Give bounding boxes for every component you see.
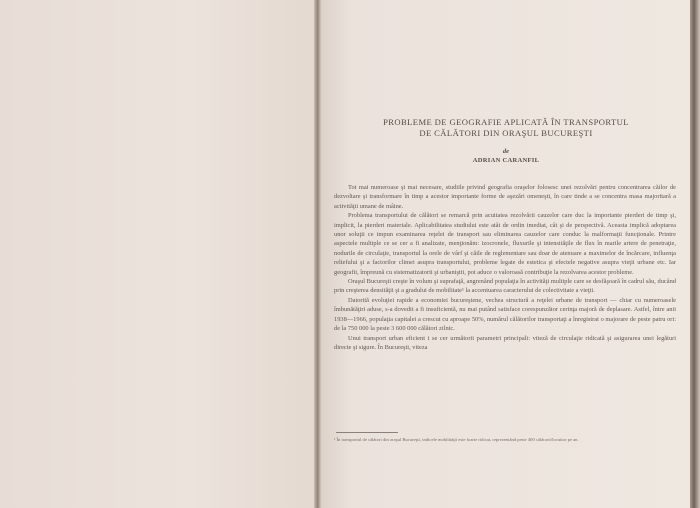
paragraph-1: Tot mai numeroase şi mai necesare, studiile privind geografia oraşelor folosesc unei rezolvări pentru concentrarea căilor de dezvoltare şi transformare în timp a acestor importante forme de aşezări omeneşti, în care tinde a se concentra masa majoritară a activităţii umane de mâine.: [334, 184, 676, 210]
paragraph-4: Datorită evoluţiei rapide a economiei bucureştene, vechea structură a reţelei urbane de transport — chiar cu numeroasele îmbunătăţiri aduse, s-a dovedit a fi insuficientă, nu mai putând satisface corespunzător cerinţa majoră de deplasare. Astfel, între anii 1938—1966, populaţia capitalei a crescut cu aproape 50%, numărul călătorilor transportaţi a înregistrat o majorare de peste patru ori: de la 750 000 la peste 3 600 000 călători zilnic.: [334, 296, 676, 333]
article-body: [334, 183, 676, 352]
footnote-divider: [336, 432, 398, 433]
book-spine: [314, 0, 322, 508]
page-edge: [690, 0, 700, 508]
paragraph-2: Problema transportului de călători se remarcă prin acuitatea rezolvării cauzelor care duc la importante pierderi de timp şi, implicit, la pierderi materiale. Aplicabilitatea studiului este atât de ordin imediat, cât şi de perspectivă. Aceasta implică adoptarea unor soluţii ce impun examinarea reţelei de transport sau eliminarea cauzelor care conduc la malformaţii funcţionale. Printre aspectele multiple ce se cer a fi analizate, menţionăm: izocronele, fluxurile şi intensităţile de flux în marile artere de penetraţie, nodurile de circulaţie, transportul la orele de vârf şi căile de reglementare sau doar de atenuare a maximelor de încărcare, influenţa reliefului şi a factorilor climei asupra transportului, probleme legate de estetica şi efectele negative asupra vieţii urbane etc. Iar geografii, împreună cu sistematizatorii şi urbaniştii, pot aduce o valoroasă contribuţie la rezolvarea acestor probleme.: [334, 212, 676, 276]
byline-prefix: de: [502, 148, 510, 155]
author-name: ADRIAN CARANFIL: [472, 157, 540, 164]
article-title: [350, 117, 662, 139]
paragraph-3: Oraşul Bucureşti creşte în volum şi suprafaţă, angrenând populaţia în activităţi multiple care se desfăşoară în cadrul său, ducând prin creşterea densităţii şi a gradului de mobilitate¹ la accentuarea caracterului de colectivitate a vieţii.: [334, 278, 676, 295]
footnote: ¹ În transportul de călători din oraşul Bucureşti, indicele mobilităţii este foarte ridicat, reprezentând peste 400 călătorii/locuitor pe an.: [334, 437, 579, 442]
title-line-1: PROBLEME DE GEOGRAFIE APLICATĂ ÎN TRANSPORTUL: [383, 117, 629, 127]
left-page: [0, 0, 316, 508]
title-line-2: DE CĂLĂTORI DIN ORAŞUL BUCUREŞTI: [419, 128, 593, 138]
paragraph-5: Unui transport urban eficient i se cer următorii parametri principali: viteză de circulaţie ridicată şi asigurarea unei legături directe şi sigure. În Bucureşti, viteza: [334, 334, 676, 351]
